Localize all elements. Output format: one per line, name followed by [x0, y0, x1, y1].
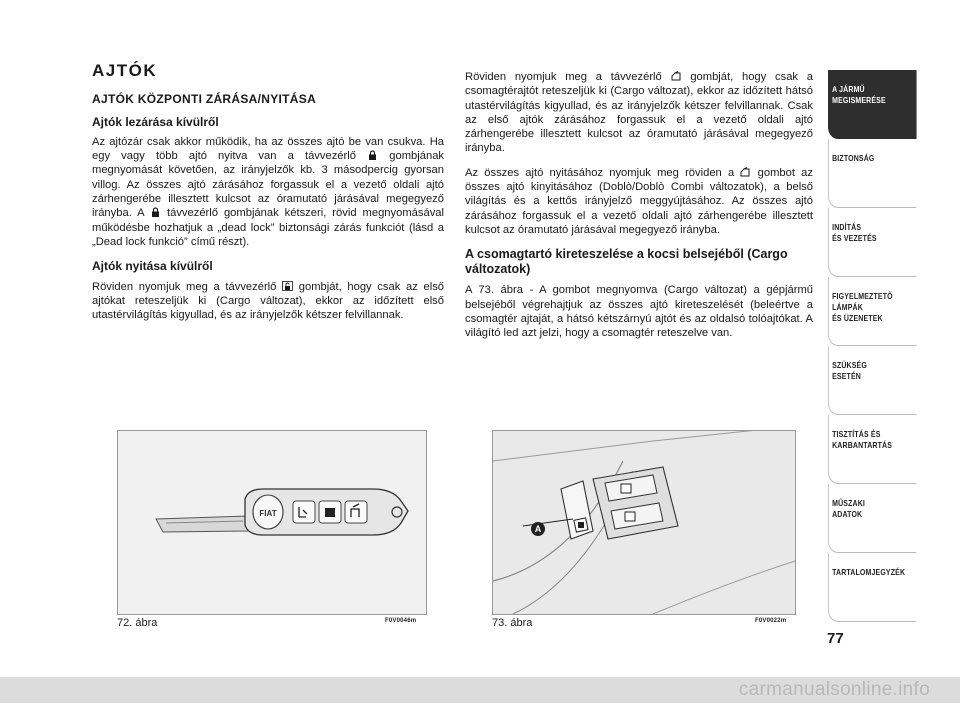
- all-doors-paragraph: Az összes ajtó nyitásához nyomjuk meg röviden a gombot az összes ajtó kinyitásához (Doblò/Doblò Combi változatok), a belső világítás és a kettős irányjelző meggyújtásához. Az összes ajtó zárásához forgassuk el a vezető oldali ajtó zárhengerébe illesztett kulcsot az óramutató járásával megegyező irányba.: [465, 166, 813, 236]
- cargo-paragraph: A 73. ábra - A gombot megnyomva (Cargo változat) a gépjármű belsejéből végrehajtjuk az összes ajtó kireteszelését (beleértve a csomagtér ajtaját, a hátsó kétszárnyú ajtót és az oldalsó tolóajtókat. A világító led azt jelzi, hogy a csomagtér reteszelve van.: [465, 284, 813, 340]
- tab-starting-driving[interactable]: INDÍTÁS ÉS VEZETÉS: [828, 208, 917, 277]
- tab-emergency[interactable]: SZÜKSÉG ESETÉN: [828, 346, 917, 415]
- tab-warning-lights[interactable]: FIGYELMEZTETŐ LÁMPÁK ÉS ÜZENETEK: [828, 277, 917, 346]
- cargo-heading: A csomagtartó kireteszelése a kocsi belsejéből (Cargo változatok): [465, 247, 788, 277]
- lock-heading: Ajtók lezárása kívülről: [92, 114, 219, 129]
- trunk-paragraph: Röviden nyomjuk meg a távvezérlő gombját, hogy csak a csomagtérajtót reteszeljük ki (Cargo változat), ekkor az időzített hátsó utastérvilágítás kigyullad, és az irányjelzők kétszer felvillannak. Csak az első ajtók zárásához forgassuk el a vezető oldali ajtó zárhengerébe illesztett kulcsot az óramutató járásával megegyező irányba.: [465, 71, 814, 155]
- svg-text:FIAT: FIAT: [259, 509, 277, 518]
- padlock-closed-icon: [367, 150, 378, 160]
- section-title: AJTÓK KÖZPONTI ZÁRÁSA/NYITÁSA: [92, 92, 317, 107]
- trunk-open-icon: [671, 71, 682, 81]
- tab-safety[interactable]: BIZTONSÁG: [828, 139, 917, 208]
- page-title: AJTÓK: [92, 61, 158, 80]
- tab-technical-data[interactable]: MŰSZAKI ADATOK: [828, 484, 917, 553]
- figure-73: [492, 430, 796, 615]
- figure-72: [117, 430, 427, 615]
- right-column: [465, 70, 813, 350]
- figure-72-code: F0V0046m: [385, 618, 417, 624]
- left-column: [92, 62, 444, 332]
- unlock-paragraph: Röviden nyomjuk meg a távvezérlő gombját, hogy csak az első ajtókat reteszeljük ki (Cargo változat), ekkor az időzített első utastérvilágítás kigyullad, és az irányjelzők kétszer felvillannak.: [92, 280, 445, 322]
- tab-index[interactable]: TARTALOMJEGYZÉK: [828, 553, 917, 622]
- tab-vehicle-overview[interactable]: A JÁRMŰ MEGISMERÉSE: [828, 70, 917, 139]
- door-panel-illustration: [493, 431, 795, 614]
- watermark: carmanualsonline.info: [0, 677, 960, 703]
- chapter-sidebar: [828, 70, 918, 622]
- padlock-open-icon: [282, 281, 293, 291]
- key-fob-illustration: [118, 431, 426, 591]
- callout-a: A: [534, 524, 542, 534]
- figure-72-caption: 72. ábra: [117, 617, 158, 629]
- figure-73-caption: 73. ábra: [492, 617, 533, 629]
- figure-73-code: F0V0022m: [755, 618, 787, 624]
- trunk-open-icon: [740, 167, 751, 177]
- page-number: 77: [827, 630, 844, 647]
- lock-paragraph: Az ajtózár csak akkor működik, ha az összes ajtó be van csukva. Ha egy vagy több ajtó nyitva van a távvezérlő gombjának megnyomását követően, az irányjelzők kb. 3 másodpercig gyorsan villog. Az összes ajtó zárásához forgassuk el a vezető oldali ajtó zárhengerébe illesztett kulcsot az óramutató járásával megegyező irányba. A távvezérlő gombjának kétszeri, rövid megnyomásával működésbe hozhatjuk a „dead lock” biztonsági zárás funkciót (lásd a „Dead lock funkció” című részt).: [92, 135, 445, 248]
- padlock-closed-icon: [150, 207, 161, 217]
- tab-maintenance[interactable]: TISZTÍTÁS ÉS KARBANTARTÁS: [828, 415, 917, 484]
- unlock-heading: Ajtók nyitása kívülről: [92, 259, 213, 274]
